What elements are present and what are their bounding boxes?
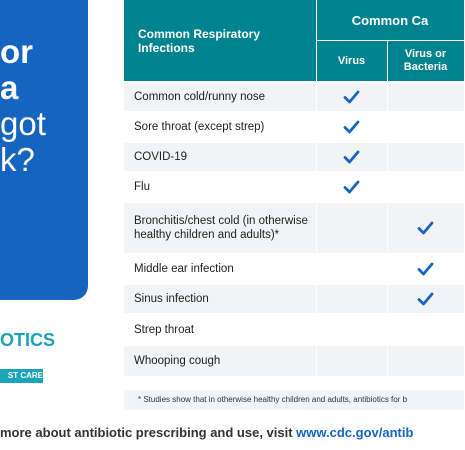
condition-column-header: Common Respiratory Infections [124,0,316,82]
infection-cause-table [124,0,450,390]
checkmark-icon [343,118,360,135]
table-row [124,284,464,314]
condition-cell: Common cold/runny nose [124,82,316,112]
virus-or-bacteria-cell [387,142,464,172]
headline-line-1: or [0,33,33,70]
checkmark-icon [417,290,434,307]
virus-cell [316,172,387,202]
cause-column-header: Common Ca [316,0,464,41]
footnote: * Studies show that in otherwise healthy children and adults, antibiotics for b [124,390,464,410]
virus-or-bacteria-column-header: Virus or Bacteria [387,41,464,83]
virus-cell [316,254,387,284]
table-row [124,82,464,112]
table-row [124,202,464,254]
condition-cell: Sore throat (except strep) [124,112,316,142]
virus-cell [316,284,387,314]
campaign-badge: ST CARE [0,369,43,383]
virus-or-bacteria-cell [387,345,464,376]
virus-or-bacteria-cell [387,202,464,254]
condition-cell: Sinus infection [124,284,316,314]
headline-line-3: got [0,105,46,142]
campaign-logo-text: OTICS [0,330,56,350]
virus-or-bacteria-cell [387,112,464,142]
table-row [124,254,464,284]
condition-cell: Flu [124,172,316,202]
condition-cell: Bronchitis/chest cold (in otherwise healthy children and adults)* [124,202,316,254]
virus-or-bacteria-cell [387,314,464,345]
virus-column-header: Virus [316,41,387,83]
headline-panel [0,0,88,300]
virus-cell [316,202,387,254]
checkmark-icon [417,260,434,277]
checkmark-icon [343,178,360,195]
bottom-cta [0,421,450,445]
table-row [124,142,464,172]
virus-or-bacteria-cell [387,254,464,284]
cdc-link[interactable]: www.cdc.gov/antib [296,425,414,440]
virus-or-bacteria-cell [387,284,464,314]
table-row [124,314,464,345]
checkmark-icon [417,219,434,236]
virus-cell [316,314,387,345]
checkmark-icon [343,88,360,105]
condition-cell: Whooping cough [124,345,316,376]
headline-line-4: k? [0,141,35,178]
virus-cell [316,82,387,112]
virus-cell [316,142,387,172]
condition-cell: COVID-19 [124,142,316,172]
virus-cell [316,112,387,142]
checkmark-icon [343,148,360,165]
bottom-cta-text: more about antibiotic prescribing and use, visit [0,425,297,440]
virus-cell [316,345,387,376]
virus-or-bacteria-cell [387,82,464,112]
condition-cell: Strep throat [124,314,316,345]
headline-line-2: a [0,69,19,106]
condition-cell: Middle ear infection [124,254,316,284]
table-row [124,112,464,142]
table-row [124,345,464,376]
table-row [124,172,464,202]
virus-or-bacteria-cell [387,172,464,202]
